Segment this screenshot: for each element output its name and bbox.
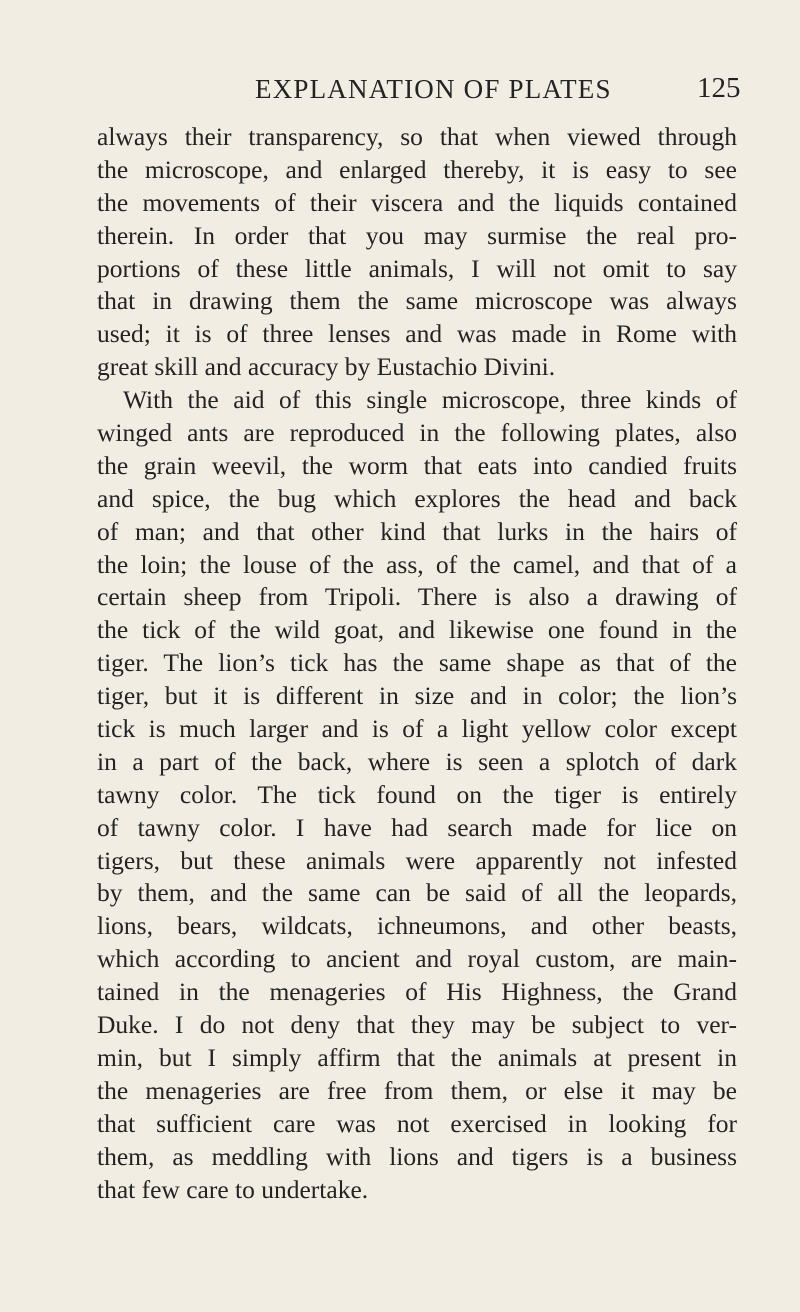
text-line: tick is much larger and is of a light yellow color except: [97, 714, 737, 744]
text-line: that few care to undertake.: [97, 1174, 369, 1204]
text-line: winged ants are reproduced in the following plates, also: [97, 418, 737, 448]
text-line: and spice, the bug which explores the head and back: [97, 483, 737, 513]
text-line: therein. In order that you may surmise the real pro-: [97, 220, 737, 250]
text-line: used; it is of three lenses and was made in Rome with: [97, 319, 737, 349]
text-line: tiger. The lion’s tick has the same shape as that of the: [97, 648, 737, 678]
text-line: tained in the menageries of His Highness, the Grand: [97, 977, 737, 1007]
page-number: 125: [697, 72, 741, 104]
text-line: the loin; the louse of the ass, of the camel, and that of a: [97, 549, 737, 579]
text-line: portions of these little animals, I will not omit to say: [97, 253, 737, 283]
text-line: of man; and that other kind that lurks in the hairs of: [97, 516, 737, 546]
text-line: lions, bears, wildcats, ichneumons, and other beasts,: [97, 911, 737, 941]
running-head: EXPLANATION OF PLATES: [255, 74, 612, 104]
text-line: certain sheep from Tripoli. There is also a drawing of: [97, 582, 737, 612]
text-line: that sufficient care was not exercised in looking for: [97, 1108, 737, 1138]
text-line: tawny color. The tick found on the tiger is entirely: [97, 779, 737, 809]
text-line: them, as meddling with lions and tigers is a business: [97, 1141, 737, 1171]
text-line: in a part of the back, where is seen a splotch of dark: [97, 746, 737, 776]
text-line: the grain weevil, the worm that eats into candied fruits: [97, 450, 737, 480]
text-line: tigers, but these animals were apparently not infested: [97, 845, 737, 875]
text-line: tiger, but it is different in size and in color; the lion’s: [97, 681, 737, 711]
text-line: of tawny color. I have had search made for lice on: [97, 812, 737, 842]
text-line: great skill and accuracy by Eustachio Divini.: [97, 352, 556, 382]
text-line: Duke. I do not deny that they may be subject to ver-: [97, 1010, 737, 1040]
text-line: With the aid of this single microscope, three kinds of: [123, 385, 737, 415]
text-line: the menageries are free from them, or else it may be: [97, 1075, 737, 1105]
body-text: [97, 121, 737, 1206]
text-line: the tick of the wild goat, and likewise one found in the: [97, 615, 737, 645]
text-line: that in drawing them the same microscope was always: [97, 286, 737, 316]
text-line: always their transparency, so that when viewed through: [97, 122, 737, 151]
text-line: the microscope, and enlarged thereby, it is easy to see: [97, 154, 737, 184]
text-line: min, but I simply affirm that the animals at present in: [97, 1042, 737, 1072]
text-line: the movements of their viscera and the liquids contained: [97, 187, 737, 217]
text-line: which according to ancient and royal custom, are main-: [97, 944, 737, 974]
text-line: by them, and the same can be said of all the leopards,: [97, 878, 737, 908]
